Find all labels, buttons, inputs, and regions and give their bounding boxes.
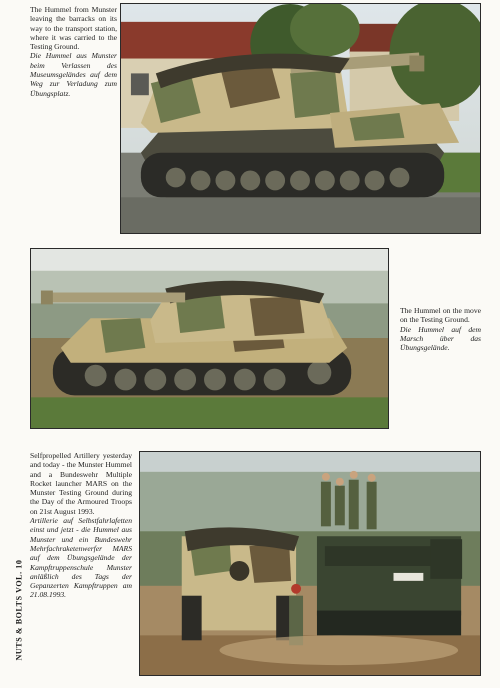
- photo-hummel-leaving-barracks: [120, 3, 481, 234]
- photo-hummel-and-mars-launcher: [139, 451, 481, 676]
- caption-bottom-english: Selfpropelled Artillery yesterday and today - the Munster Hummel and a Bundeswehr Multiple Rocket launcher MARS on the Munster Testing Ground during the Day of the Armoured Troops on 21st August 1993.: [30, 451, 132, 516]
- caption-middle: [400, 306, 481, 352]
- caption-top: [30, 5, 117, 98]
- spine-issue-text: NUTS & BOLTS VOL. 10: [14, 559, 24, 661]
- spine-issue-label: [14, 560, 24, 660]
- caption-bottom-german: Artillerie auf Selbstfahrlafetten einst und jetzt - die Hummel aus Munster und ein Bundeswehr Mehrfachraketenwerfer MARS auf dem Übungsgelände der Kampftruppenschule Munster anläßlich des Tags der Gepanzerten Kampftruppen am 21.08.1993.: [30, 516, 132, 600]
- caption-top-german: Die Hummel aus Munster beim Verlassen des Museumsgeländes auf dem Weg zur Verladung zum Übungsplatz.: [30, 51, 117, 98]
- caption-bottom: [30, 451, 132, 600]
- photo-hummel-on-testing-ground: [30, 248, 389, 429]
- caption-middle-english: The Hummel on the move on the Testing Ground.: [400, 306, 481, 325]
- caption-middle-german: Die Hummel auf dem Marsch über das Übungsgelände.: [400, 324, 481, 353]
- caption-top-english: The Hummel from Munster leaving the barracks on its way to the transport station, where it was carried to the Testing Ground.: [30, 5, 117, 52]
